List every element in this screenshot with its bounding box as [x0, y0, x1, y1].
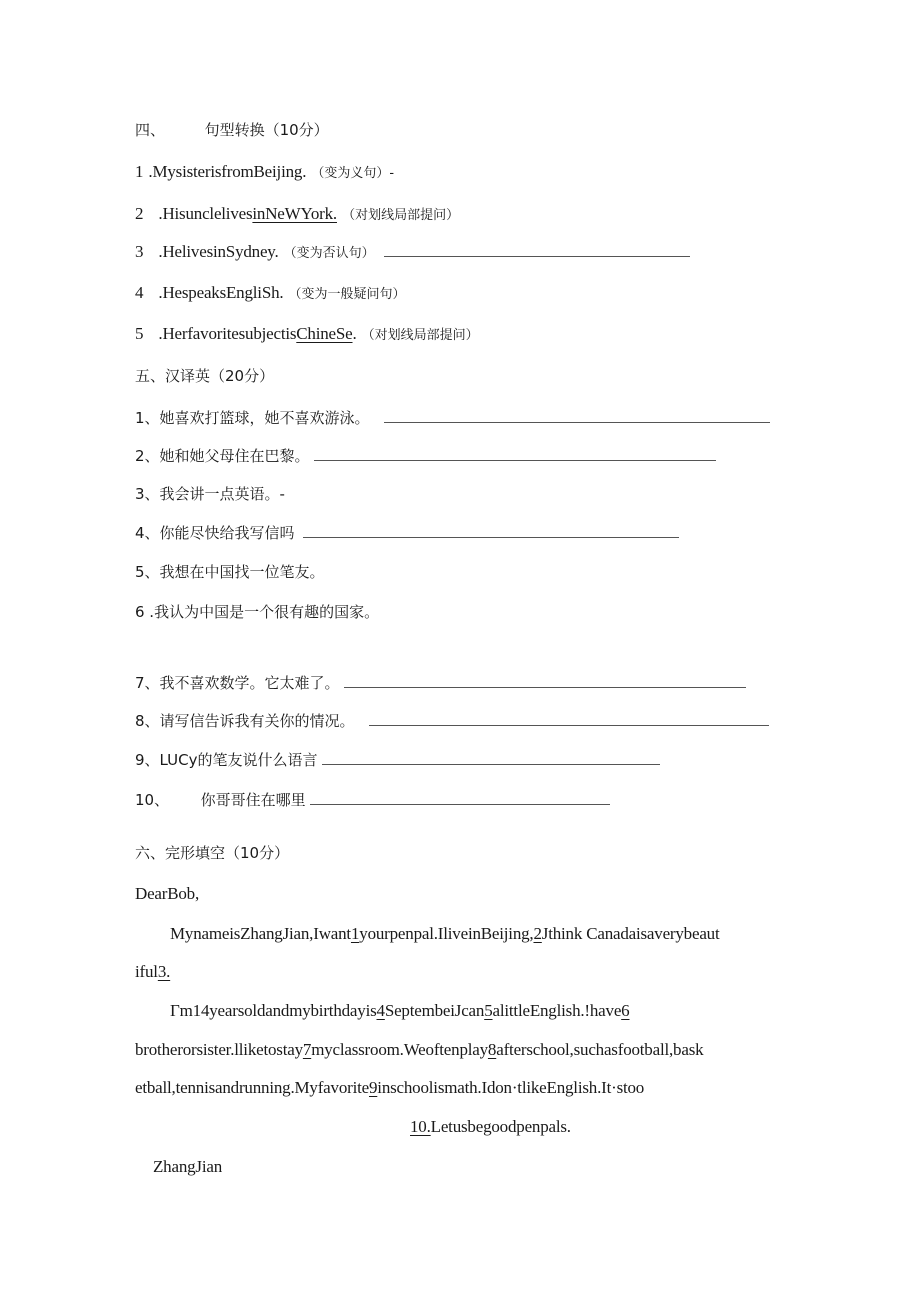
s5-item-8: 8、请写信告诉我有关你的情况。: [135, 711, 769, 731]
answer-blank[interactable]: [314, 446, 716, 461]
letter-line-2: iful3.: [135, 962, 171, 981]
s5-item-1: 1、她喜欢打篮球，她不喜欢游泳。: [135, 408, 770, 428]
s4-item-1: 1 .MysisterisfromBeijing. （变为义句）-: [135, 162, 395, 181]
letter-signature: ZhangJian: [153, 1157, 223, 1176]
s5-item-3: 3、我会讲一点英语。-: [135, 485, 285, 503]
letter-greeting: DearBob,: [135, 884, 200, 903]
answer-blank[interactable]: [369, 711, 769, 726]
letter-line-1: MynameisZhangJian,Iwant1yourpenpal.IliveinBeijing,2Jthink Canadaisaverybeaut: [170, 924, 720, 943]
answer-blank[interactable]: [384, 408, 770, 423]
section4-heading: 四、 句型转换（10分）: [135, 121, 329, 139]
s5-item-9: 9、LUCy的笔友说什么语言: [135, 750, 660, 770]
s4-item-2: 2 .HisunclelivesinNeWYork. （对划线局部提问）: [135, 204, 460, 223]
s4-item-4: 4 .HespeaksEngliSh. （变为一般疑问句）: [135, 283, 406, 302]
answer-blank[interactable]: [344, 673, 746, 688]
section4-title: 句型转换（10分）: [204, 121, 329, 139]
s4-item-5: 5 .HerfavoritesubjectisChineSe. （对划线局部提问）: [135, 324, 479, 343]
section6-title: 六、完形填空（10分）: [135, 844, 290, 862]
s5-item-5: 5、我想在中国找一位笔友。: [135, 563, 325, 581]
answer-blank[interactable]: [322, 750, 660, 765]
s5-item-6: 6 .我认为中国是一个很有趣的国家。: [135, 603, 380, 621]
s5-item-2: 2、她和她父母住在巴黎。: [135, 446, 716, 466]
section5-title: 五、汉译英（20分）: [135, 367, 275, 385]
s5-item-4: 4、你能尽快给我写信吗: [135, 523, 679, 543]
answer-blank[interactable]: [384, 242, 690, 257]
s4-item-3: 3 .HelivesinSydney. （变为否认句）: [135, 242, 690, 264]
letter-line-5: etball,tennisandrunning.Myfavorite9inschoolismath.Idon·tlikeEnglish.It·stoo: [135, 1078, 645, 1097]
letter-line-6: 10.Letusbegoodpenpals.: [410, 1117, 571, 1136]
s5-item-7: 7、我不喜欢数学。它太难了。: [135, 673, 746, 693]
answer-blank[interactable]: [303, 523, 679, 538]
answer-blank[interactable]: [310, 790, 610, 805]
letter-line-3: Γm14yearsoldandmybirthdayis4SeptembeiJcan5alittleEnglish.!have6: [170, 1001, 630, 1020]
s5-item-10: 10、 你哥哥住在哪里: [135, 790, 610, 810]
letter-line-4: brotherorsister.lliketostay7myclassroom.Weoftenplay8afterschool,suchasfootball,bask: [135, 1040, 704, 1059]
